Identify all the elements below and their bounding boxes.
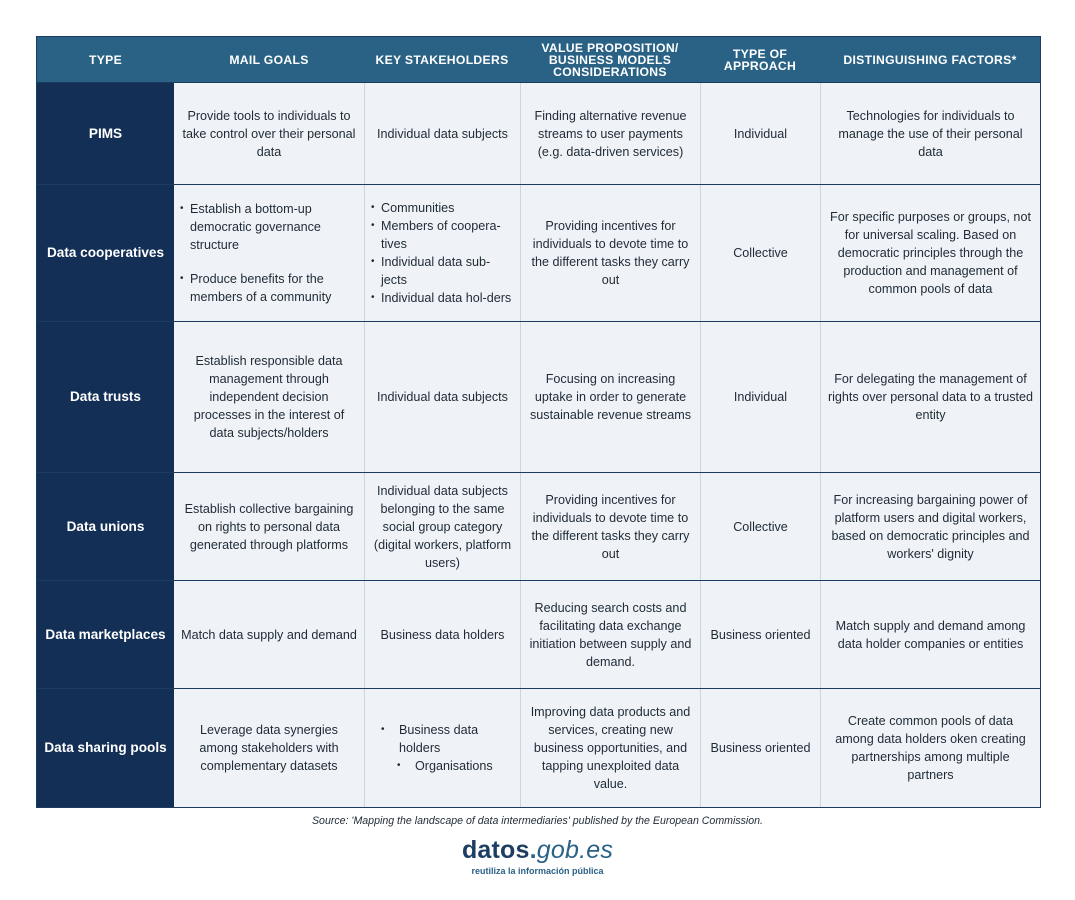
row-stakeholders: Individual data subjects belonging to the same social group category (digital workers, platform users)	[364, 473, 520, 580]
row-type: PIMS	[37, 83, 174, 184]
header-type: TYPE	[88, 52, 123, 67]
goals-list	[180, 200, 358, 306]
row-approach: Individual	[700, 83, 820, 184]
row-value: Focusing on increasing uptake in order to generate sustainable revenue streams	[520, 322, 700, 472]
row-type: Data trusts	[37, 322, 174, 472]
row-type: Data unions	[37, 473, 174, 580]
list-item: • Individual data hol-ders	[371, 289, 514, 307]
table-row	[37, 322, 1040, 473]
row-value: Providing incentives for individuals to devote time to the different tasks they carry out	[520, 185, 700, 321]
row-stakeholders	[364, 689, 520, 807]
row-factors: Create common pools of data among data holders oken creating partnerships among multiple partners	[820, 689, 1040, 807]
header-mail-goals: MAIL GOALS	[229, 52, 309, 67]
row-stakeholders: Individual data subjects	[364, 322, 520, 472]
row-value: Providing incentives for individuals to devote time to the different tasks they carry out	[520, 473, 700, 580]
table-row	[37, 581, 1040, 689]
row-goals: Establish responsible data management through independent decision processes in the interest of data subjects/holders	[193, 354, 345, 440]
row-value: Finding alternative revenue streams to user payments (e.g. data-driven services)	[520, 83, 700, 184]
row-approach: Business oriented	[700, 689, 820, 807]
row-approach: Collective	[700, 473, 820, 580]
source-note: Source: 'Mapping the landscape of data intermediaries' published by the European Commission.	[311, 815, 763, 827]
row-stakeholders: Individual data subjects	[364, 83, 520, 184]
row-goals: Match data supply and demand	[181, 627, 357, 642]
list-item: • Organisations	[377, 757, 514, 775]
row-factors: For delegating the management of rights over personal data to a trusted entity	[820, 322, 1040, 472]
table-row	[37, 473, 1040, 581]
header-value-proposition: VALUE PROPOSITION/ BUSINESS MODELS CONSIDERATIONS	[541, 40, 679, 79]
stakeholders-list	[371, 199, 514, 307]
row-goals	[174, 185, 364, 321]
header-key-stakeholders: KEY STAKEHOLDERS	[375, 52, 509, 67]
logo-tagline: reutiliza la información pública	[471, 866, 604, 876]
row-approach: Individual	[700, 322, 820, 472]
table-row	[37, 185, 1040, 322]
list-item: • Produce benefits for the members of a community	[180, 270, 358, 306]
list-item: • Business data holders	[377, 721, 514, 757]
row-factors: Technologies for individuals to manage the use of their personal data	[820, 83, 1040, 184]
intermediaries-table	[36, 36, 1041, 808]
row-factors: For increasing bargaining power of platform users and digital workers, based on democratic principles and workers' dignity	[820, 473, 1040, 580]
row-type: Data marketplaces	[37, 581, 174, 688]
list-item: • Members of coopera-tives	[371, 217, 514, 253]
row-goals: Provide tools to individuals to take control over their personal data	[182, 108, 356, 159]
row-approach: Business oriented	[700, 581, 820, 688]
stakeholders-list	[371, 721, 514, 775]
header-type-of-approach: TYPE OF APPROACH	[723, 46, 797, 73]
row-type: Data sharing pools	[37, 689, 174, 807]
row-goals: Establish collective bargaining on rights to personal data generated through platforms	[184, 501, 354, 552]
row-value: Improving data products and services, creating new business opportunities, and tapping unexploited data value.	[520, 689, 700, 807]
table-header-row	[37, 37, 1040, 83]
row-type: Data cooperatives	[37, 185, 174, 321]
row-factors: For specific purposes or groups, not for universal scaling. Based on democratic principles through the production and management of common pools of data	[820, 185, 1040, 321]
row-goals: Leverage data synergies among stakeholders with complementary datasets	[199, 723, 339, 773]
list-item: • Communities	[371, 199, 514, 217]
logo-dot: .	[529, 836, 537, 864]
row-value: Reducing search costs and facilitating data exchange initiation between supply and demand.	[520, 581, 700, 688]
table-row	[37, 689, 1040, 807]
logo-name-bold: datos	[461, 836, 530, 864]
row-approach: Collective	[700, 185, 820, 321]
row-stakeholders	[364, 185, 520, 321]
list-item: • Individual data sub-jects	[371, 253, 514, 289]
logo-wordmark	[0, 836, 1075, 865]
row-stakeholders: Business data holders	[364, 581, 520, 688]
logo-name-light: gob.es	[536, 836, 614, 864]
row-factors: Match supply and demand among data holder companies or entities	[820, 581, 1040, 688]
datos-gob-logo[interactable]	[0, 836, 1075, 876]
list-item: • Establish a bottom-up democratic governance structure	[180, 200, 358, 254]
table-row	[37, 83, 1040, 185]
header-distinguishing-factors: DISTINGUISHING FACTORS*	[843, 52, 1017, 67]
